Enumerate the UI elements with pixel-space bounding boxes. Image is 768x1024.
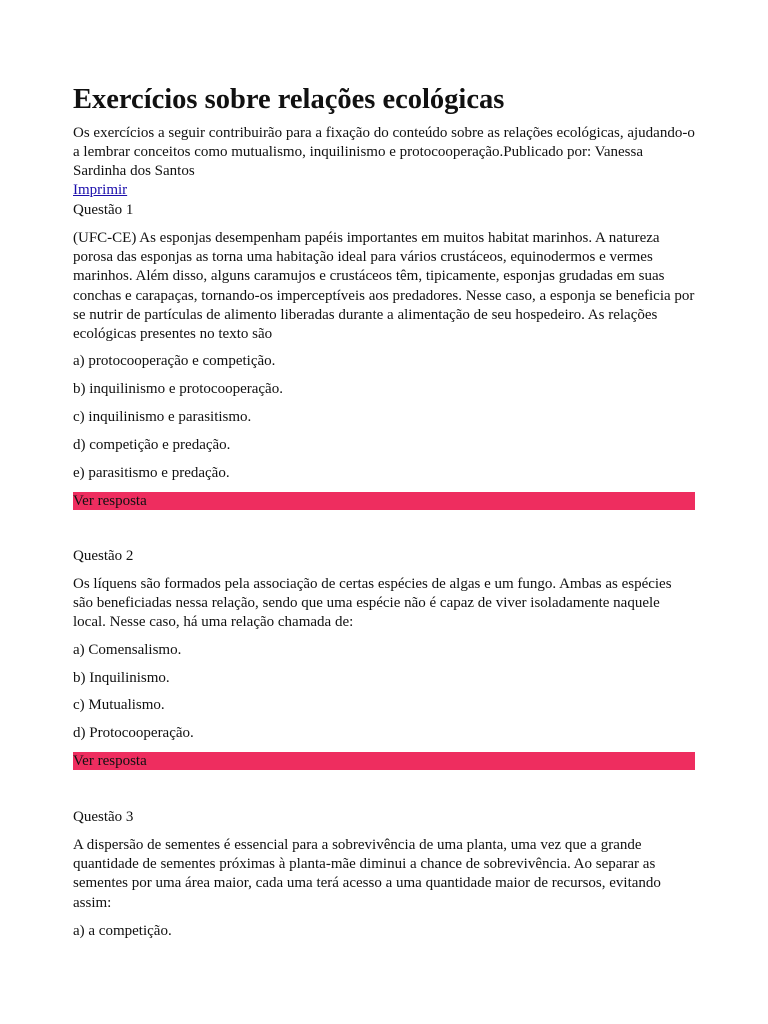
question-2-option-b: b) Inquilinismo. <box>73 670 170 686</box>
question-1-option-e: e) parasitismo e predação. <box>73 465 230 481</box>
question-3-label: Questão 3 <box>73 809 134 825</box>
question-1-text: (UFC-CE) As esponjas desempenham papéis importantes em muitos habitat marinhos. A natureza porosa das esponjas as torna uma habitação ideal para vários crustáceos, equinodermos e vermes marinhos. Além disso, alguns caramujos e crustáceos têm, tipicamente, esponjas grudadas em suas conchas e carapaças, tornando-os imperceptíveis aos predadores. Nesse caso, a esponja se beneficia por se nutrir de partículas de alimento liberadas durante a alimentação de seu hospedeiro. As relações ecológicas presentes no texto são <box>73 230 695 343</box>
question-1-answer-button[interactable]: Ver resposta <box>73 492 695 510</box>
question-2-option-d: d) Protocooperação. <box>73 725 194 741</box>
question-1-label: Questão 1 <box>73 202 134 218</box>
intro-text: Os exercícios a seguir contribuirão para a fixação do conteúdo sobre as relações ecológicas, ajudando-o a lembrar conceitos como mutualismo, inquilinismo e protocooperação.Publicado por: Vanessa Sardinha dos Santos <box>73 125 695 180</box>
question-1-option-d: d) competição e predação. <box>73 437 231 453</box>
question-3-option-a: a) a competição. <box>73 923 172 939</box>
question-2-option-c: c) Mutualismo. <box>73 697 165 713</box>
print-link[interactable]: Imprimir <box>73 182 128 198</box>
question-1-option-b: b) inquilinismo e protocooperação. <box>73 381 283 397</box>
question-2-answer-button[interactable]: Ver resposta <box>73 752 695 770</box>
question-1-option-c: c) inquilinismo e parasitismo. <box>73 409 252 425</box>
question-1-option-a: a) protocooperação e competição. <box>73 353 276 369</box>
page-title: Exercícios sobre relações ecológicas <box>73 84 505 115</box>
question-2-label: Questão 2 <box>73 548 134 564</box>
question-3-text: A dispersão de sementes é essencial para a sobrevivência de uma planta, uma vez que a grande quantidade de sementes próximas à planta-mãe diminui a chance de sobrevivência. Ao separar as sementes por uma área maior, cada uma terá acesso a uma quantidade maior de recursos, evitando assim: <box>73 837 661 911</box>
question-2-option-a: a) Comensalismo. <box>73 642 182 658</box>
question-2-text: Os líquens são formados pela associação de certas espécies de algas e um fungo. Ambas as espécies são beneficiadas nessa relação, sendo que uma espécie não é capaz de viver isoladamente naquele local. Nesse caso, há uma relação chamada de: <box>73 576 672 631</box>
